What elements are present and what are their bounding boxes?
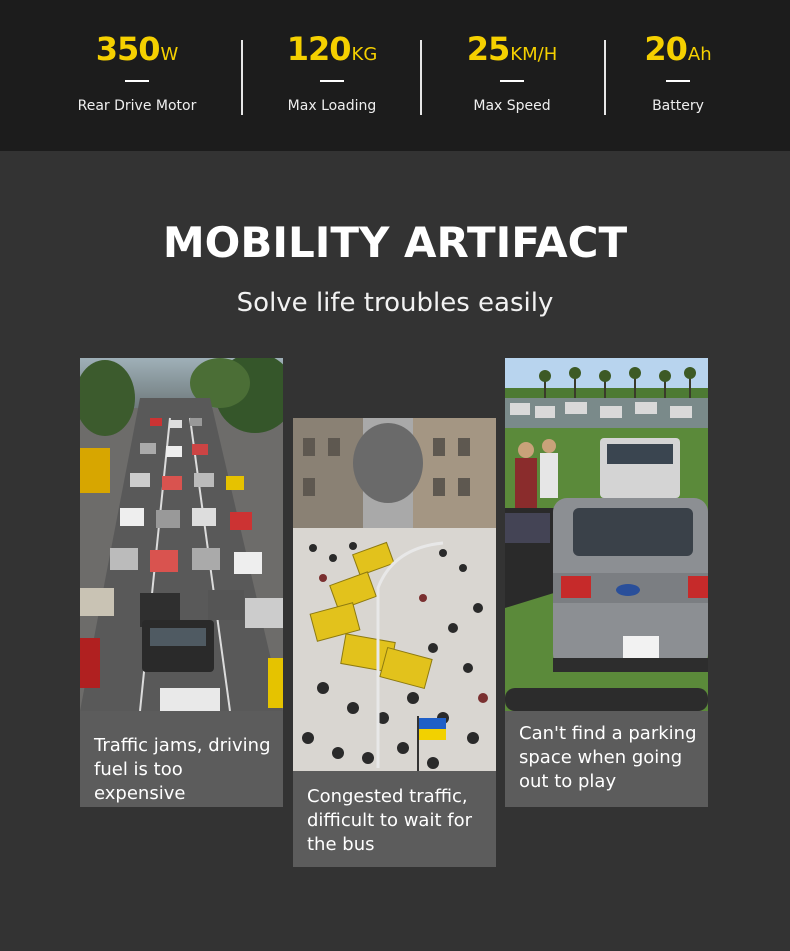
spec-loading [237,30,427,114]
section-title: MOBILITY ARTIFACT [162,218,628,267]
card-congested-bus [293,418,496,867]
crowded-bus-station-photo [293,418,496,771]
spec-unit: KM/H [510,44,558,65]
spec-value: 25 [466,30,510,68]
spec-dash [500,80,524,82]
spec-value: 120 [286,30,351,68]
parking-lot-photo [505,358,708,711]
spec-unit: W [160,44,179,65]
spec-label: Rear Drive Motor [77,98,197,114]
card-caption: Traffic jams, driving fuel is too expensive [94,735,271,804]
spec-dash [666,80,690,82]
spec-value: 350 [95,30,160,68]
spec-speed [417,30,607,114]
spec-value: 20 [644,30,687,68]
section-subtitle: Solve life troubles easily [236,288,554,318]
card-parking [505,358,708,807]
card-traffic-jam [80,358,283,807]
card-caption: Congested traffic, difficult to wait for the bus [307,786,472,855]
spec-motor [42,30,232,114]
spec-label: Max Speed [473,98,551,114]
spec-battery [583,30,773,114]
spec-unit: Ah [687,44,712,65]
spec-unit: KG [351,44,378,65]
traffic-jam-photo [80,358,283,711]
spec-label: Max Loading [287,98,377,114]
spec-label: Battery [652,98,704,114]
card-caption: Can't find a parking space when going out to play [519,723,697,792]
spec-bar [0,0,790,151]
spec-dash [320,80,344,82]
spec-dash [125,80,149,82]
